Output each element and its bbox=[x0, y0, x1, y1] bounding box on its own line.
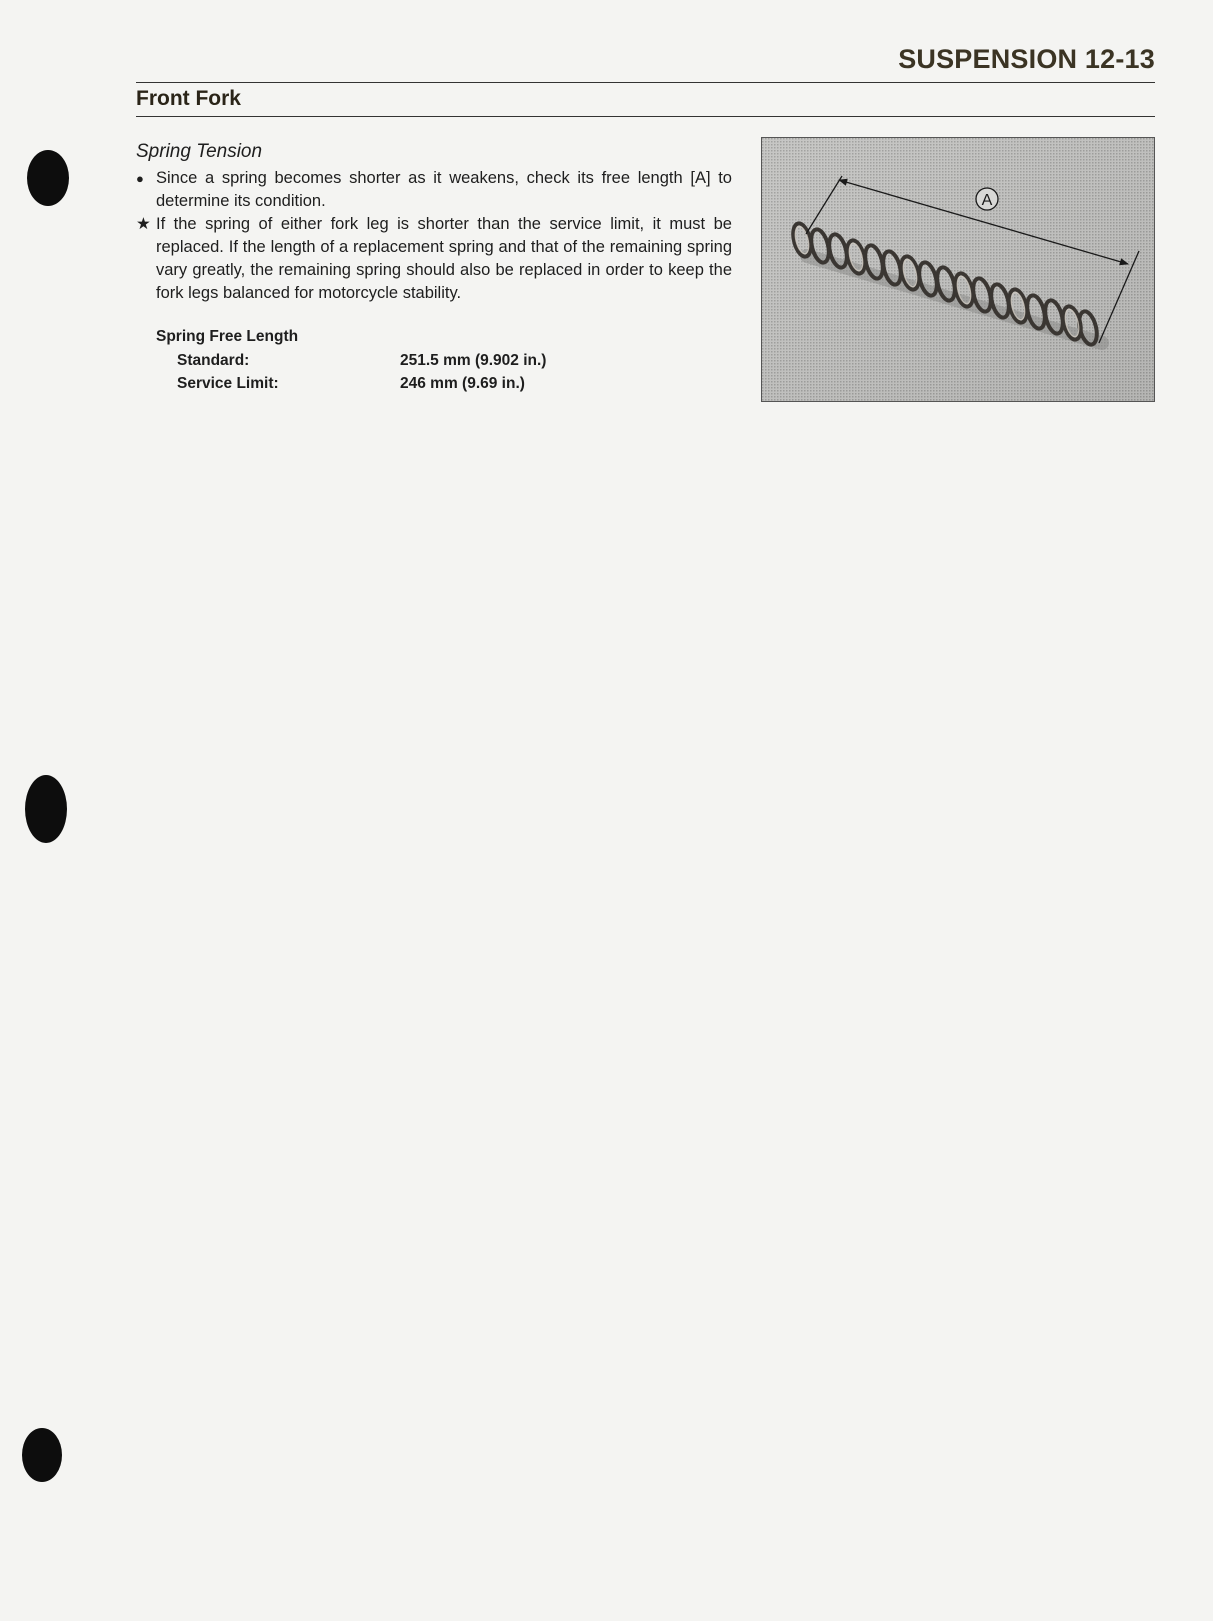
spec-row bbox=[156, 349, 732, 373]
spec-title: Spring Free Length bbox=[156, 328, 299, 345]
binder-hole-top bbox=[27, 150, 69, 206]
instruction-item bbox=[136, 213, 732, 305]
callout-label: A bbox=[981, 192, 993, 209]
spring-photo bbox=[762, 138, 1155, 402]
spring-figure bbox=[761, 137, 1155, 402]
binder-hole-bottom bbox=[22, 1428, 62, 1482]
spring-tension-section bbox=[136, 140, 732, 396]
spec-value: 251.5 mm (9.902 in.) bbox=[400, 351, 547, 369]
section-title: Front Fork bbox=[136, 87, 241, 110]
binder-hole-middle bbox=[25, 775, 67, 843]
instruction-item bbox=[136, 167, 732, 213]
spec-label: Service Limit: bbox=[177, 375, 279, 392]
page-header-title: SUSPENSION 12-13 bbox=[898, 44, 1155, 74]
spring-tension-heading: Spring Tension bbox=[136, 141, 263, 162]
spec-label: Standard: bbox=[177, 351, 250, 369]
header-rule bbox=[136, 82, 1155, 83]
spec-table bbox=[156, 325, 732, 396]
section-rule bbox=[136, 116, 1155, 117]
spec-row bbox=[156, 372, 732, 396]
spec-value: 246 mm (9.69 in.) bbox=[400, 375, 525, 392]
star-icon: ★ bbox=[136, 215, 151, 233]
instruction-text: Since a spring becomes shorter as it weakens, check its free length [A] to determine its condition. bbox=[156, 169, 732, 210]
instruction-text: If the spring of either fork leg is shorter than the service limit, it must be replaced. If the length of a replacement spring and that of the remaining spring vary greatly, the remaining spring should also be replaced in order to keep the fork legs balanced for motorcycle stability. bbox=[156, 215, 732, 302]
bullet-dot-icon: ● bbox=[136, 171, 144, 186]
